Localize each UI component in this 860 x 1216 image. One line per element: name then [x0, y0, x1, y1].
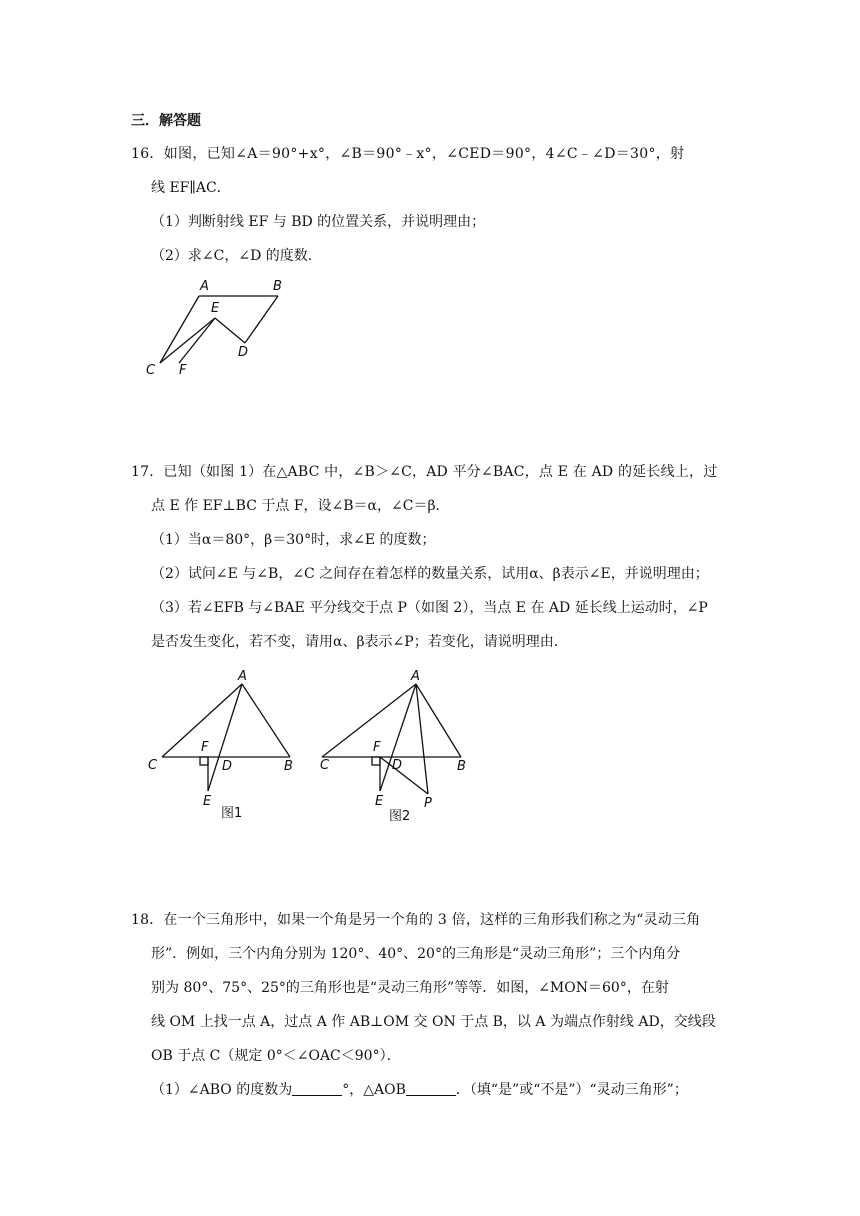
fig1-label-a: A	[238, 669, 247, 684]
fig2-label-a: A	[411, 669, 420, 684]
q18-line5: OB 于点 C（规定 0°＜∠OAC＜90°）．	[151, 1048, 401, 1064]
fig1-segment-ab	[242, 684, 290, 757]
q16-line1: 16．如图，已知∠A＝90°+x°，∠B＝90°﹣x°，∠CED＝90°，4∠C﹣∠D＝30°，射	[131, 146, 685, 162]
fig2-label-p: P	[424, 796, 432, 811]
q16-segment-db	[245, 296, 278, 343]
fig2-label-d: D	[392, 758, 403, 773]
q18-part1	[151, 1080, 688, 1100]
q17-part1: （1）当α＝80°，β＝30°时，求∠E 的度数；	[151, 532, 436, 548]
q18-line4: 线 OM 上找一点 A，过点 A 作 AB⊥OM 交 ON 于点 B，以 A 为端点作射线 AD，交线段	[151, 1014, 716, 1030]
fig1-label-d: D	[222, 759, 233, 774]
q18-part1-text-a: （1）∠ABO 的度数为	[151, 1082, 293, 1098]
q18-line2: 形”．例如，三个内角分别为 120°、40°、20°的三角形是“灵动三角形”；三个内角分	[151, 946, 681, 962]
q16-segment-ef	[179, 318, 215, 363]
q18-answer-blank-1[interactable]	[292, 1081, 342, 1096]
q16-line2: 线 EF∥AC．	[151, 180, 231, 196]
q16-part2: （2）求∠C，∠D 的度数．	[151, 248, 322, 264]
q17-line1: 17．已知（如图 1）在△ABC 中，∠B＞∠C，AD 平分∠BAC，点 E 在 AD 的延长线上，过	[131, 464, 718, 480]
fig2-segment-ap	[416, 684, 428, 794]
fig2-label-e: E	[375, 794, 384, 809]
q16-label-d: D	[238, 345, 249, 360]
q16-segment-ce	[160, 318, 215, 363]
section-heading: 三．解答题	[131, 113, 201, 129]
fig1-segment-ae	[208, 684, 242, 791]
q16-label-f: F	[179, 363, 187, 378]
fig2-right-angle-mark	[372, 757, 380, 765]
fig1-label-e: E	[203, 794, 212, 809]
fig2-label-b: B	[457, 759, 466, 774]
fig1-label-f: F	[201, 740, 209, 755]
q16-label-c: C	[146, 363, 156, 378]
fig1-label-c: C	[148, 758, 158, 773]
q18-answer-blank-2[interactable]	[406, 1081, 456, 1096]
q18-part1-text-c: ．（填“是”或“不是”）“灵动三角形”；	[455, 1082, 688, 1098]
fig1-segment-ac	[162, 684, 242, 757]
fig2-caption: 图2	[389, 809, 411, 824]
q17-part3-line2: 是否发生变化，若不变，请用α、β表示∠P；若变化，请说明理由．	[151, 634, 568, 650]
fig2-segment-fp	[380, 757, 428, 794]
fig2-segment-ab	[416, 684, 461, 757]
fig1-label-b: B	[284, 759, 293, 774]
fig2-label-c: C	[320, 758, 330, 773]
q16-part1: （1）判断射线 EF 与 BD 的位置关系，并说明理由；	[151, 214, 486, 230]
q16-segment-ac	[160, 296, 199, 363]
q16-label-b: B	[273, 279, 282, 294]
q17-part2: （2）试问∠E 与∠B，∠C 之间存在着怎样的数量关系，试用α、β表示∠E，并说明理由；	[151, 566, 709, 582]
q18-line1: 18．在一个三角形中，如果一个角是另一个角的 3 倍，这样的三角形我们称之为“灵动三角	[131, 912, 701, 928]
q17-part3-line1: （3）若∠EFB 与∠BAE 平分线交于点 P（如图 2），当点 E 在 AD 延长线上运动时，∠P	[151, 600, 708, 616]
q16-label-e: E	[211, 301, 220, 316]
fig2-segment-ac	[322, 684, 416, 757]
q18-line3: 别为 80°、75°、25°的三角形也是“灵动三角形”等等．如图，∠MON＝60°，在射	[151, 980, 669, 996]
fig1-caption: 图1	[221, 806, 243, 821]
q16-label-a: A	[200, 279, 209, 294]
q18-part1-text-b: °，△AOB	[342, 1082, 406, 1098]
fig2-segment-ae	[380, 684, 416, 791]
q16-segment-ed	[215, 318, 245, 343]
q17-line2: 点 E 作 EF⊥BC 于点 F，设∠B＝α，∠C＝β．	[151, 498, 450, 514]
fig2-label-f: F	[373, 740, 381, 755]
fig1-right-angle-mark	[200, 757, 208, 765]
